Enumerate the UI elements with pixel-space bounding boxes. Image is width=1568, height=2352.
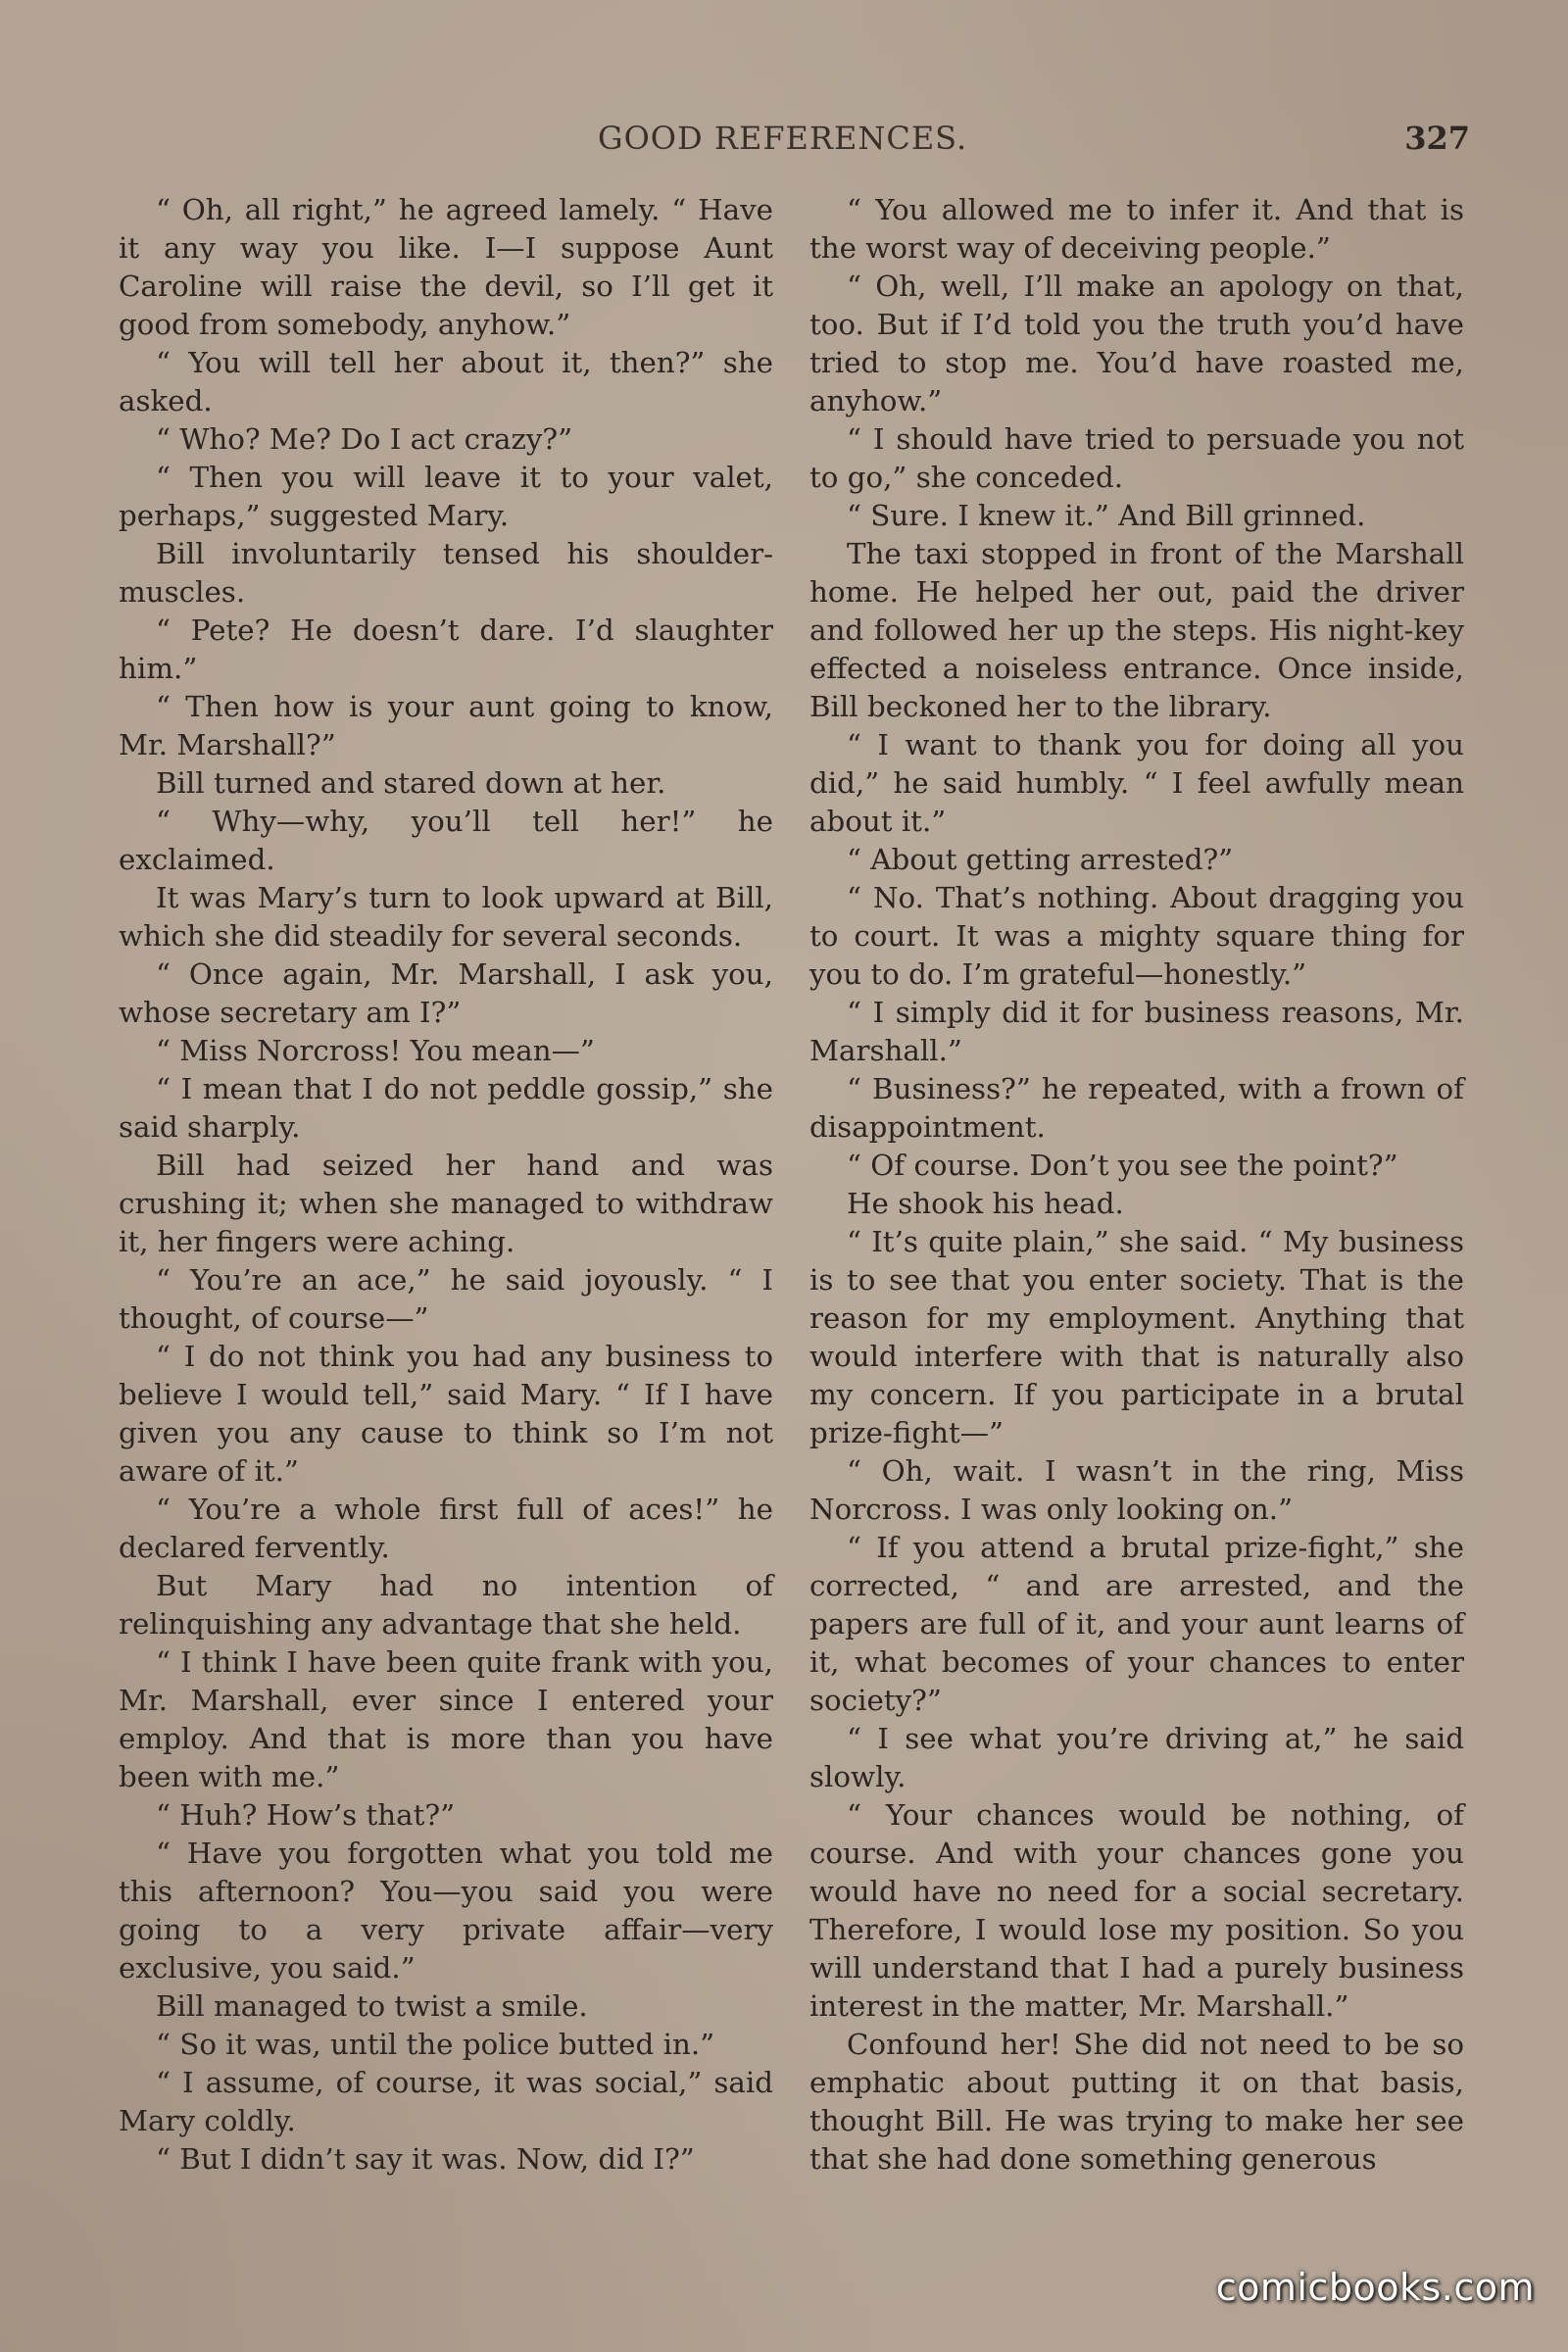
paragraph: “ I see what you’re driving at,” he said slowly. bbox=[809, 1722, 1464, 1793]
paragraph: “ So it was, until the police butted in.” bbox=[156, 2028, 715, 2061]
paragraph: “ Oh, all right,” he agreed lamely. “ Have it any way you like. I—I suppose Aunt Caroline will raise the devil, so I’ll get it good from somebody, anyhow.” bbox=[119, 193, 773, 341]
paragraph: “ You’re a whole first full of aces!” he declared fervently. bbox=[119, 1493, 773, 1564]
paragraph: “ Sure. I knew it.” And Bill grinned. bbox=[847, 499, 1366, 532]
paragraph: Bill turned and stared down at her. bbox=[156, 766, 666, 800]
paragraph: “ I want to thank you for doing all you did,” he said humbly. “ I feel awfully mean about it.” bbox=[809, 728, 1464, 838]
paragraph: “ Huh? How’s that?” bbox=[156, 1798, 456, 1832]
paragraph: “ I think I have been quite frank with you, Mr. Marshall, ever since I entered your employ. And that is more than you have been with me.” bbox=[119, 1645, 773, 1793]
paragraph: “ But I didn’t say it was. Now, did I?” bbox=[156, 2142, 695, 2176]
paragraph: “ Business?” he repeated, with a frown of disappointment. bbox=[809, 1072, 1464, 1144]
paragraph: “ I should have tried to persuade you not to go,” she conceded. bbox=[809, 422, 1464, 494]
paragraph: “ Why—why, you’ll tell her!” he exclaimed. bbox=[119, 805, 773, 876]
paragraph: Confound her! She did not need to be so emphatic about putting it on that basis, thought Bill. He was trying to make her see that she had done something generous bbox=[809, 2028, 1464, 2176]
paragraph: “ Who? Me? Do I act crazy?” bbox=[156, 422, 573, 456]
paragraph: “ You’re an ace,” he said joyously. “ I thought, of course—” bbox=[119, 1263, 773, 1335]
paragraph: “ I assume, of course, it was social,” said Mary coldly. bbox=[119, 2066, 773, 2137]
paragraph: “ No. That’s nothing. About dragging you to court. It was a mighty square thing for you to do. I’m grateful—honestly.” bbox=[809, 881, 1464, 991]
paragraph: Bill involuntarily tensed his shoulder-muscles. bbox=[119, 537, 773, 609]
paragraph: “ Pete? He doesn’t dare. I’d slaughter him.” bbox=[119, 613, 773, 685]
page-number: 327 bbox=[1404, 120, 1470, 157]
paragraph: “ If you attend a brutal prize-fight,” she corrected, “ and are arrested, and the papers are full of it, and your aunt learns of it, what becomes of your chances to enter society?” bbox=[809, 1531, 1464, 1717]
paragraph: He shook his head. bbox=[847, 1187, 1124, 1220]
paragraph: “ Then you will leave it to your valet, perhaps,” suggested Mary. bbox=[119, 461, 773, 532]
paragraph: “ About getting arrested?” bbox=[847, 843, 1234, 876]
paragraph: The taxi stopped in front of the Marshall home. He helped her out, paid the driver and followed her up the steps. His night-key effected a noiseless entrance. Once inside, Bill beckoned her to the library. bbox=[809, 537, 1464, 723]
paragraph: “ I simply did it for business reasons, Mr. Marshall.” bbox=[809, 996, 1464, 1067]
right-column bbox=[809, 191, 1464, 2179]
paragraph: But Mary had no intention of relinquishing any advantage that she held. bbox=[119, 1569, 773, 1641]
paragraph: It was Mary’s turn to look upward at Bill, which she did steadily for several seconds. bbox=[119, 881, 773, 953]
running-head: GOOD REFERENCES. bbox=[598, 120, 968, 157]
paragraph: “ Oh, well, I’ll make an apology on that, too. But if I’d told you the truth you’d have tried to stop me. You’d have roasted me, anyhow.” bbox=[809, 270, 1464, 417]
paragraph: “ I mean that I do not peddle gossip,” she said sharply. bbox=[119, 1072, 773, 1144]
paragraph: “ Oh, wait. I wasn’t in the ring, Miss Norcross. I was only looking on.” bbox=[809, 1454, 1464, 1526]
paragraph: “ Once again, Mr. Marshall, I ask you, whose secretary am I?” bbox=[119, 957, 773, 1029]
left-column bbox=[119, 191, 773, 2179]
paragraph: Bill had seized her hand and was crushing it; when she managed to withdraw it, her fingers were aching. bbox=[119, 1149, 773, 1258]
paragraph: “ Of course. Don’t you see the point?” bbox=[847, 1149, 1398, 1182]
paragraph: “ Have you forgotten what you told me this afternoon? You—you said you were going to a very private affair—very exclusive, you said.” bbox=[119, 1837, 773, 1984]
paragraph: “ You allowed me to infer it. And that is the worst way of deceiving people.” bbox=[809, 193, 1464, 265]
paragraph: “ It’s quite plain,” she said. “ My business is to see that you enter society. That is the reason for my employment. Anything that would interfere with that is naturally also my concern. If you participate in a brutal prize-fight—” bbox=[809, 1225, 1464, 1449]
page-header bbox=[118, 120, 1470, 167]
paragraph: “ Miss Norcross! You mean—” bbox=[156, 1034, 595, 1067]
paragraph: “ Then how is your aunt going to know, Mr. Marshall?” bbox=[119, 690, 773, 761]
paragraph: “ I do not think you had any business to believe I would tell,” said Mary. “ If I have given you any cause to think so I’m not aware of it.” bbox=[119, 1340, 773, 1488]
paragraph: Bill managed to twist a smile. bbox=[156, 1989, 588, 2023]
paragraph: “ Your chances would be nothing, of course. And with your chances gone you would have no need for a social secretary. Therefore, I would lose my position. So you will understand that I had a purely business interest in the matter, Mr. Marshall.” bbox=[809, 1798, 1464, 2023]
watermark-logo: comicbooks.com bbox=[1215, 2266, 1535, 2309]
paragraph: “ You will tell her about it, then?” she asked. bbox=[119, 346, 773, 417]
